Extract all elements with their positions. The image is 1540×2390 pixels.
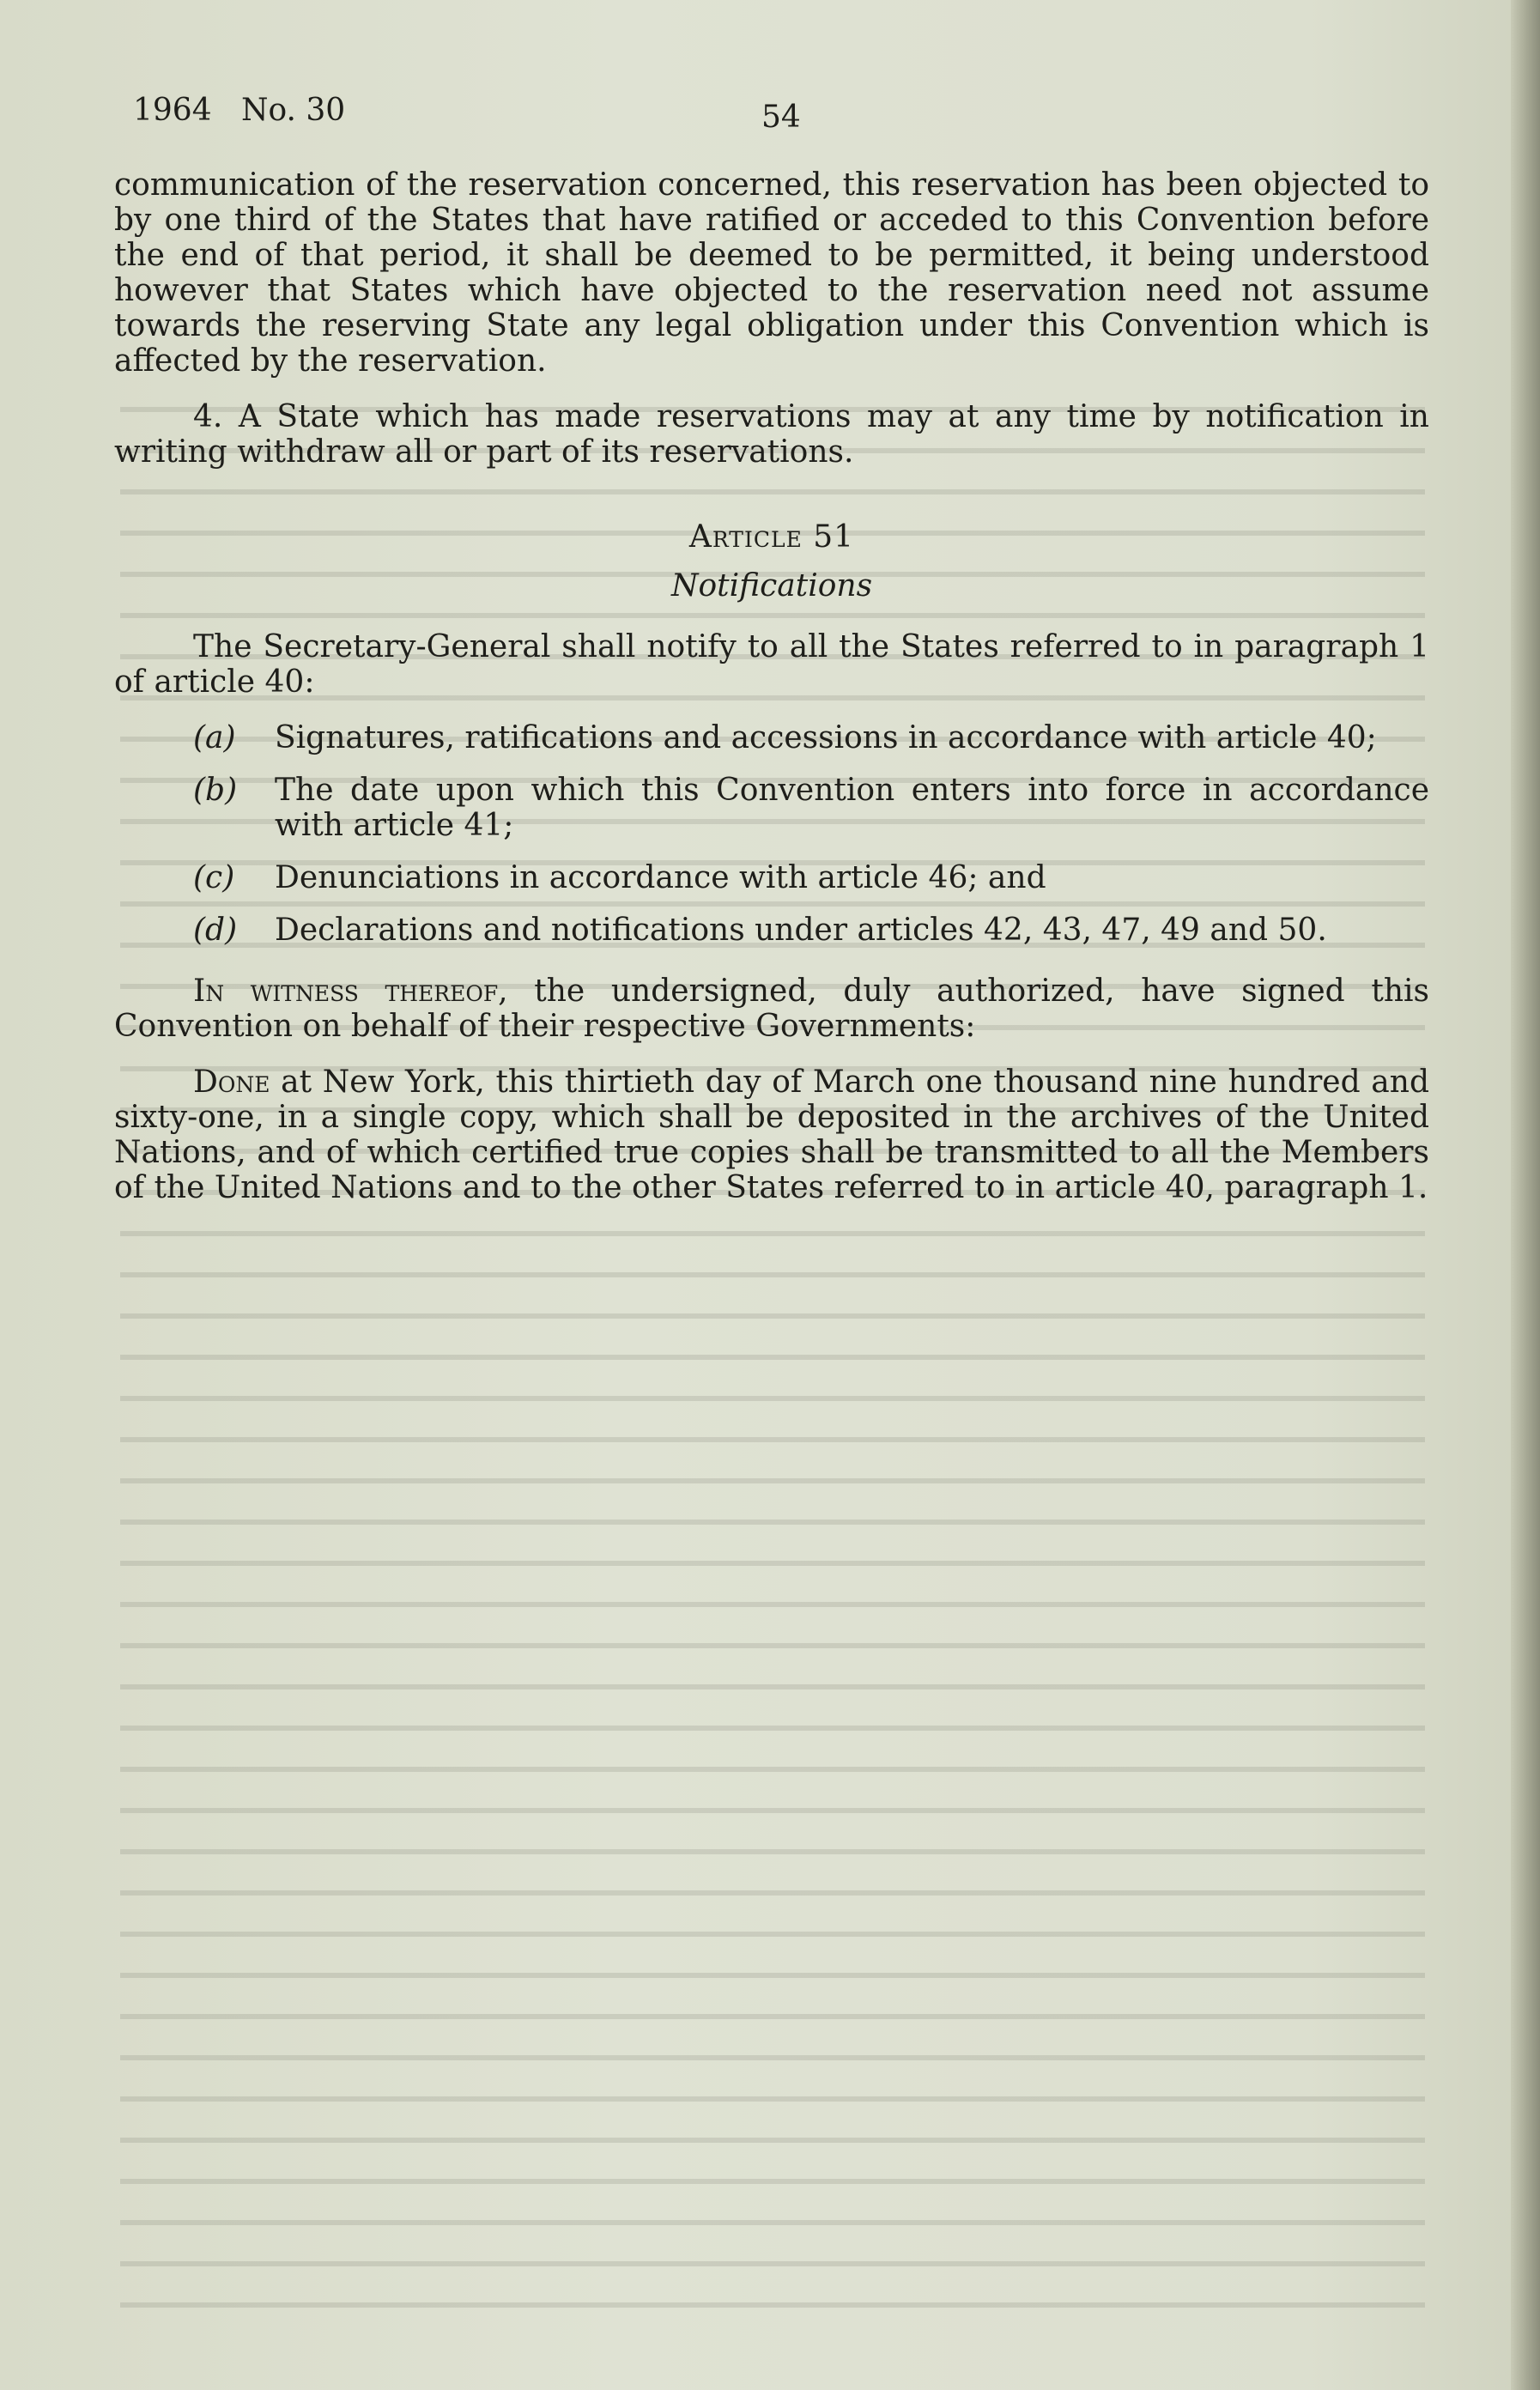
list-item-text: The date upon which this Convention enters into force in accordance with article 41; <box>275 773 1429 843</box>
witness-clause <box>114 974 1429 1044</box>
done-clause <box>114 1065 1429 1205</box>
article-intro: The Secretary-General shall notify to all the States referred to in paragraph 1 of article 40: <box>114 629 1429 700</box>
article-title: Article 51 <box>688 519 855 555</box>
list-item-text: Declarations and notifications under articles 42, 43, 47, 49 and 50. <box>275 913 1327 948</box>
witness-text: the undersigned, duly authorized, have signed this Convention on behalf of their respective Governments: <box>114 974 1429 1044</box>
list-item-text: Signatures, ratifications and accessions in accordance with article 40; <box>275 720 1377 755</box>
paragraph-continuation: communication of the reservation concerned, this reservation has been objected to by one third of the States that have ratified or acceded to this Convention before the end of that period, it shall be deemed to be permitted, it being understood however that States which have objected to the reservation need not assume towards the reserving State any legal obligation under this Convention which is affected by the reservation. <box>114 167 1429 379</box>
witness-lead: In witness thereof, <box>193 974 508 1009</box>
done-lead: Done <box>193 1065 270 1100</box>
paragraph-4: 4. A State which has made reservations may at any time by notification in writing withdraw all or part of its reservations. <box>114 399 1429 470</box>
list-item-text: Denunciations in accordance with article 46; and <box>275 860 1046 895</box>
list-item <box>114 773 1429 843</box>
list-item-marker: (c) <box>193 860 235 895</box>
page-number: 54 <box>761 100 801 135</box>
page-header <box>133 93 1429 144</box>
page-edge-shadow <box>1511 0 1540 2390</box>
list-item-marker: (b) <box>193 773 238 808</box>
header-volume-number: 1964 No. 30 <box>133 93 346 128</box>
list-item-marker: (a) <box>193 720 236 755</box>
list-item <box>114 913 1429 948</box>
list-item <box>114 860 1429 895</box>
article-subtitle: Notifications <box>670 568 873 604</box>
done-text: at New York, this thirtieth day of March one thousand nine hundred and sixty-one, in a single copy, which shall be deposited in the archives of the United Nations, and of which certified true copies shall be transmitted to all the Members of the United Nations and to the other States referred to in article 40, paragraph 1. <box>114 1065 1429 1205</box>
document-body <box>114 167 1429 1226</box>
list-item-marker: (d) <box>193 913 238 948</box>
list-item <box>114 720 1429 755</box>
